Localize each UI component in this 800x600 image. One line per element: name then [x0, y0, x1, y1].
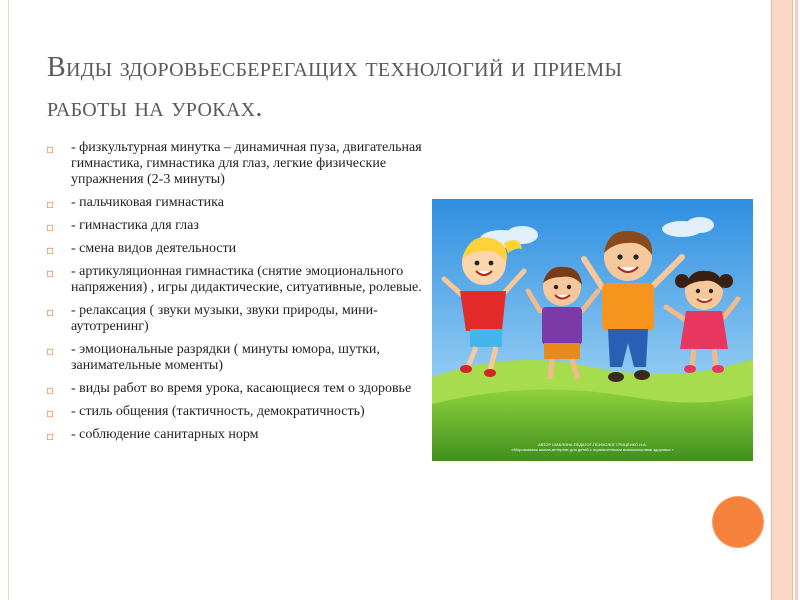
list-item: [44, 427, 424, 443]
list-item: [44, 195, 424, 211]
slide-title: [47, 48, 727, 128]
list-item: [44, 342, 424, 374]
illustration-credit: [442, 442, 743, 452]
list-item-text: - пальчиковая гимнастика: [71, 195, 224, 210]
list-bullet-icon: ▫: [46, 197, 55, 211]
illustration-svg: [432, 199, 753, 461]
list-item-text: - смена видов деятельности: [71, 241, 237, 256]
list-item-text: - физкультурная минутка – динамичная пуза, двигательная гимнастика, гимнастика для глаз, легкие физические упражнения (2-3 минуты): [71, 140, 422, 187]
list-item-text: - соблюдение санитарных норм: [71, 427, 259, 442]
credit-line2: «Морозовская школа-интернат для детей с ограниченными возможностями здоровья »: [511, 447, 674, 452]
slide-title-line2: работы на уроках.: [47, 92, 263, 123]
decorative-orange-circle: [713, 497, 763, 547]
list-item: [44, 140, 424, 188]
list-item: [44, 381, 424, 397]
decorative-stripe-line: [771, 0, 772, 600]
left-frame-line: [8, 0, 9, 600]
list-item: [44, 241, 424, 257]
slide-title-line1: Виды здоровьесберегащих технологий и приемы: [47, 52, 623, 83]
list-item-text: - эмоциональные разрядки ( минуты юмора, шутки, занимательные моменты): [71, 342, 380, 373]
decorative-stripe-line: [792, 0, 793, 600]
list-bullet-icon: ▫: [46, 429, 55, 443]
credit-line1: АВТОР ШАБЛОНА ПЕДАГОГ-ПСИХОЛОГ ГРИЦЕНКО Н.А.: [538, 442, 647, 447]
list-bullet-icon: ▫: [46, 344, 55, 358]
list-item: [44, 218, 424, 234]
list-bullet-icon: ▫: [46, 243, 55, 257]
list-item-text: - стиль общения (тактичность, демократичность): [71, 404, 365, 419]
list-item-text: - гимнастика для глаз: [71, 218, 199, 233]
list-bullet-icon: ▫: [46, 383, 55, 397]
list-bullet-icon: ▫: [46, 266, 55, 280]
list-item-text: - артикуляционная гимнастика (снятие эмоционального напряжения) , игры дидактические, ситуативные, ролевые.: [71, 264, 422, 295]
children-jumping-illustration: [432, 199, 753, 461]
decorative-stripe-thin: [795, 0, 798, 600]
list-bullet-icon: ▫: [46, 305, 55, 319]
list-item: [44, 404, 424, 420]
list-item: [44, 303, 424, 335]
list-item-text: - релаксация ( звуки музыки, звуки природы, мини-аутотренинг): [71, 303, 378, 334]
decorative-stripe: [772, 0, 792, 600]
list-bullet-icon: ▫: [46, 406, 55, 420]
technology-list: [44, 140, 424, 450]
list-item: [44, 264, 424, 296]
list-bullet-icon: ▫: [46, 220, 55, 234]
list-bullet-icon: ▫: [46, 142, 55, 156]
list-item-text: - виды работ во время урока, касающиеся тем о здоровье: [71, 381, 412, 396]
